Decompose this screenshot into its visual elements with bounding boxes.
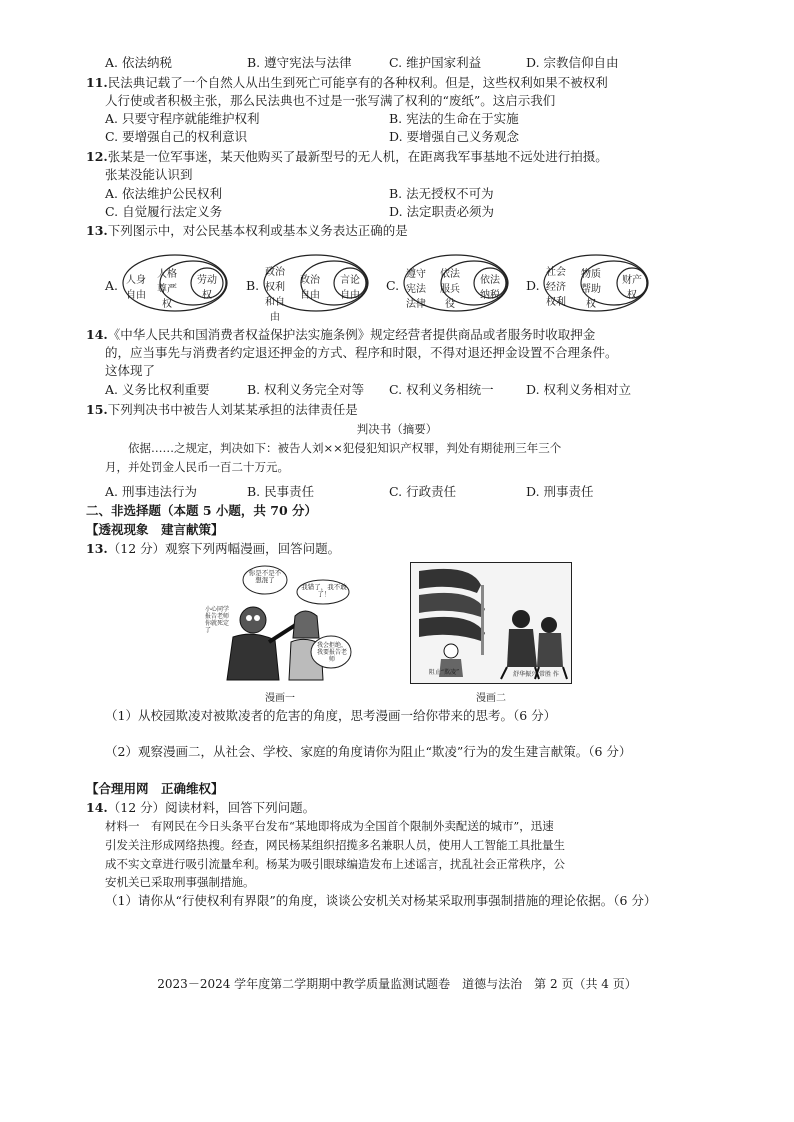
q14-option-a: A. 义务比权利重要	[105, 382, 210, 397]
q17-material-line-4: 安机关已采取刑事强制措施。	[105, 875, 255, 889]
q17-material-line-2: 引发关注形成网络热搜。经查，网民杨某组织招揽多名兼职人员，使用人工智能工具批量生	[105, 838, 565, 852]
cartoon-2-drawing	[411, 563, 571, 683]
q14-option-b: B. 权利义务完全对等	[247, 382, 365, 397]
q13-diagram-c-letter: C.	[386, 278, 400, 293]
q12-option-c: C. 自觉履行法定义务	[105, 204, 223, 219]
section-2-heading: 二、非选择题（本题 5 小题，共 70 分）	[86, 503, 318, 518]
q12-stem-2: 张某没能认识到	[105, 167, 193, 182]
topic-2-heading: 【合理用网 正确维权】	[86, 781, 224, 796]
q12-stem-1	[86, 148, 608, 165]
q13-stem-text: 下列图示中，对公民基本权利或基本义务表达正确的是	[107, 223, 408, 238]
q15-stem-text: 下列判决书中被告人刘某某承担的法律责任是	[107, 402, 358, 417]
q17-stem-text: （12 分）阅读材料，回答下列问题。	[107, 800, 316, 815]
cartoon-1-side-text-1: 小心同学报告老师你就死定了	[205, 606, 230, 634]
cartoon-1-side-text-2: 我会拒绝，我要报告老师	[316, 642, 347, 663]
q14-option-d: D. 权利义务相对立	[526, 382, 632, 397]
cartoon-1	[205, 562, 355, 682]
q13-diagram-b-letter: B.	[246, 278, 260, 293]
q14-option-c: C. 权利义务相统一	[389, 382, 494, 397]
q11-option-d: D. 要增强自己义务观念	[389, 129, 520, 144]
q13-diagram-a-middle-label: 人格尊严权	[157, 269, 177, 310]
page-footer: 2023－2024 学年度第二学期期中教学质量监测试题卷 道德与法治 第 2 页（共 4 页）	[157, 977, 637, 991]
q13-diagram-b-middle-label: 政治自由	[300, 275, 320, 301]
q11-option-a: A. 只要守程序就能维护权利	[105, 111, 260, 126]
q12-number: 12.	[86, 149, 108, 164]
q16-stem	[86, 540, 340, 557]
q13-diagram-c-outer-label: 遵守宪法法律	[406, 269, 426, 310]
q17-sub-1: （1）请你从“行使权利有界限”的角度，谈谈公安机关对杨某采取刑事强制措施的理论依据。（6 分）	[105, 893, 657, 908]
topic-1-heading: 【透视现象 建言献策】	[86, 522, 224, 537]
q15-stem	[86, 401, 358, 418]
q17-stem	[86, 799, 315, 816]
cartoon-1-caption: 漫画一	[265, 693, 295, 704]
q11-option-b: B. 宪法的生命在于实施	[389, 111, 519, 126]
q17-material-line-3: 成不实文章进行吸引流量牟利。杨某为吸引眼球编造发布上述谣言，扰乱社会正常秩序，公	[105, 857, 565, 871]
cartoon-2	[410, 562, 572, 684]
q12-option-d: D. 法定职责必须为	[389, 204, 495, 219]
q13-diagram-d-letter: D.	[526, 278, 540, 293]
cartoon-2-subtext-2: 舒华振兴 常胜 作	[513, 671, 559, 678]
cartoon-2-subtext-1: 阻止“欺凌”	[428, 669, 460, 676]
q13-stem	[86, 222, 408, 239]
q13-diagram-d-middle-label: 物质帮助权	[581, 269, 601, 310]
q15-document-line-1: 依据……之规定，判决如下：被告人刘××犯侵犯知识产权罪，判处有期徒刑三年三个	[128, 441, 562, 455]
q16-number: 13.	[86, 541, 108, 556]
q12-option-a: A. 依法维护公民权利	[105, 186, 222, 201]
q15-option-b: B. 民事责任	[247, 484, 315, 499]
q17-material-line-1: 材料一 有网民在今日头条平台发布“某地即将成为全国首个限制外卖配送的城市”，迅速	[105, 819, 554, 833]
q17-number: 14.	[86, 800, 108, 815]
q14-stem-1	[86, 326, 595, 343]
q13-diagram-a-outer-label: 人身自由	[126, 275, 146, 301]
q14-stem-2: 的，应当事先与消费者约定退还押金的方式、程序和时限，不得对退还押金设置不合理条件。	[105, 345, 618, 360]
q13-diagram-d-inner-label: 财产权	[622, 275, 642, 301]
q11-stem-1	[86, 74, 608, 91]
q12-option-b: B. 法无授权不可为	[389, 186, 494, 201]
cartoon-1-bubble-2: 我错了，我不敢了！	[301, 583, 347, 598]
q13-diagram-b-outer-label: 政治权利和自由	[265, 267, 285, 323]
q13-diagram-c-inner-label: 依法纳税	[480, 275, 500, 301]
q11-stem-text-1: 民法典记载了一个自然人从出生到死亡可能享有的各种权利。但是，这些权利如果不被权利	[107, 75, 608, 90]
q11-option-c: C. 要增强自己的权利意识	[105, 129, 248, 144]
q14-number: 14.	[86, 327, 108, 342]
q11-number: 11.	[86, 75, 108, 90]
q15-option-d: D. 刑事责任	[526, 484, 594, 499]
q15-option-c: C. 行政责任	[389, 484, 457, 499]
q13-diagram-d-outer-label: 社会经济权利	[546, 267, 566, 308]
q13-diagram-c-middle-label: 依法服兵役	[440, 269, 460, 310]
q15-number: 15.	[86, 402, 108, 417]
q13-diagram-b-inner-label: 言论自由	[340, 275, 360, 301]
q14-stem-3: 这体现了	[105, 363, 156, 378]
q12-stem-text-1: 张某是一位军事迷，某天他购买了最新型号的无人机，在距离我军事基地不远处进行拍摄。	[107, 149, 608, 164]
cartoon-1-bubble-1: 你是不是不想混了	[248, 569, 282, 584]
q11-stem-2: 人行使或者积极主张，那么民法典也不过是一张写满了权利的“废纸”。这启示我们	[105, 93, 556, 108]
q16-stem-text: （12 分）观察下列两幅漫画，回答问题。	[107, 541, 341, 556]
q10-option-c: C. 维护国家利益	[389, 55, 482, 70]
q15-document-line-2: 月，并处罚金人民币一百二十万元。	[105, 460, 289, 474]
q16-sub-2: （2）观察漫画二，从社会、学校、家庭的角度请你为阻止“欺凌”行为的发生建言献策。（6 分）	[105, 744, 632, 759]
q15-document-title: 判决书（摘要）	[356, 422, 438, 436]
q14-stem-text-1: 《中华人民共和国消费者权益保护法实施条例》规定经营者提供商品或者服务时收取押金	[107, 327, 596, 342]
q13-number: 13.	[86, 223, 108, 238]
q13-diagram-a-inner-label: 劳动权	[197, 275, 217, 301]
q13-diagram-a-letter: A.	[105, 278, 119, 293]
q10-option-a: A. 依法纳税	[105, 55, 172, 70]
q16-sub-1: （1）从校园欺凌对被欺凌者的危害的角度，思考漫画一给你带来的思考。（6 分）	[105, 708, 557, 723]
q10-option-b: B. 遵守宪法与法律	[247, 55, 352, 70]
cartoon-2-caption: 漫画二	[476, 693, 506, 704]
q10-option-d: D. 宗教信仰自由	[526, 55, 619, 70]
q15-option-a: A. 刑事违法行为	[105, 484, 197, 499]
